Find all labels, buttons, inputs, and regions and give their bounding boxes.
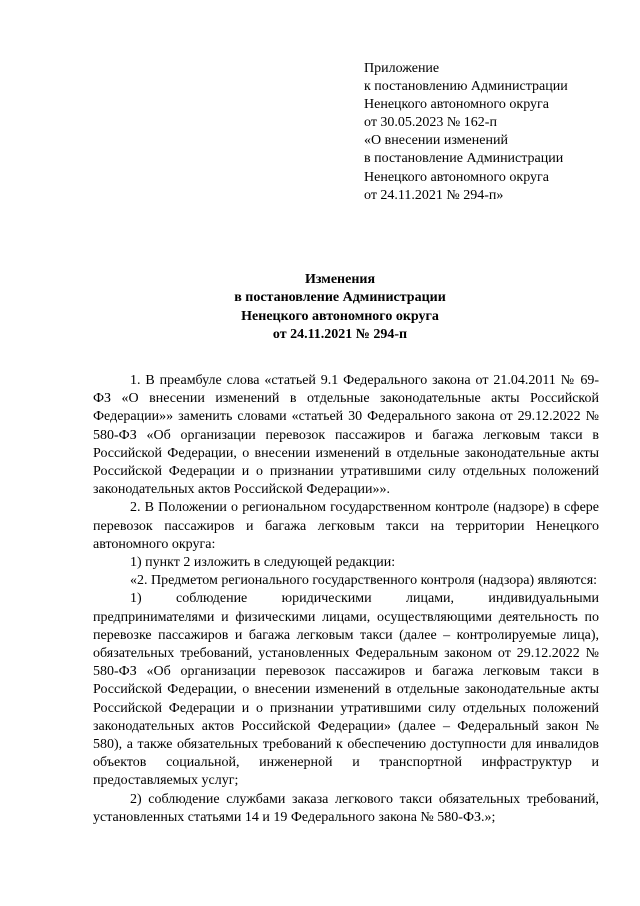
document-body (93, 372, 599, 827)
paragraph-4: «2. Предметом регионального государственного контроля (надзора) являются: (130, 573, 598, 589)
appendix-line: в постановление Администрации (364, 151, 564, 167)
paragraph-1: 1. В преамбуле слова «статьей 9.1 Федерального закона от 21.04.2011 № 69-ФЗ «О внесении изменений в отдельные законодательные акты Российской Федерации»» заменить словами «статьей 30 Федерального закона от 29.12.2022 № 580-ФЗ «Об организации перевозок пассажиров и багажа легковым такси в Российской Федерации, о внесении изменений в отдельные законодательные акты Российской Федерации и о признании утратившими силу отдельных положений законодательных актов Российской Федерации»». (93, 373, 599, 498)
title-line: Изменения (304, 272, 376, 287)
appendix-line: от 30.05.2023 № 162-п (364, 115, 497, 131)
paragraph-3: 1) пункт 2 изложить в следующей редакции: (130, 555, 396, 571)
title-line: в постановление Администрации (234, 290, 446, 306)
appendix-line: Ненецкого автономного округа (364, 169, 549, 185)
appendix-line: к постановлению Администрации (364, 79, 568, 95)
paragraph-6: 2) соблюдение службами заказа легкового такси обязательных требований, установленных статьями 14 и 19 Федерального закона № 580-ФЗ.»; (93, 791, 599, 825)
appendix-line: «О внесении изменений (364, 133, 508, 149)
appendix-line: от 24.11.2021 № 294-п» (364, 187, 504, 203)
appendix-line: Ненецкого автономного округа (364, 97, 549, 113)
document-title (40, 271, 640, 344)
title-line: Ненецкого автономного округа (241, 308, 439, 324)
title-line: от 24.11.2021 № 294-п (272, 326, 408, 342)
appendix-line: Приложение (364, 61, 440, 76)
paragraph-5: 1) соблюдение юридическими лицами, индивидуальными предпринимателями и физическими лицами, осуществляющими деятельность по перевозке пассажиров и багажа легковым такси (далее – контролируемые лица), обязательных требований, установленных Федеральным законом от 29.12.2022 № 580-ФЗ «Об организации перевозок пассажиров и багажа легковым такси в Российской Федерации, о внесении изменений в отдельные законодательные акты Российской Федерации и о признании утратившими силу отдельных положений законодательных актов Российской Федерации» (далее – Федеральный закон № 580), а также обязательных требований к обеспечению доступности для инвалидов объектов социальной, инженерной и транспортной инфраструктур и предоставляемых услуг; (93, 591, 599, 789)
paragraph-2: 2. В Положении о региональном государственном контроле (надзоре) в сфере перевозок пассажиров и багажа легковым такси на территории Ненецкого автономного округа: (93, 500, 599, 552)
appendix-block (364, 60, 626, 205)
